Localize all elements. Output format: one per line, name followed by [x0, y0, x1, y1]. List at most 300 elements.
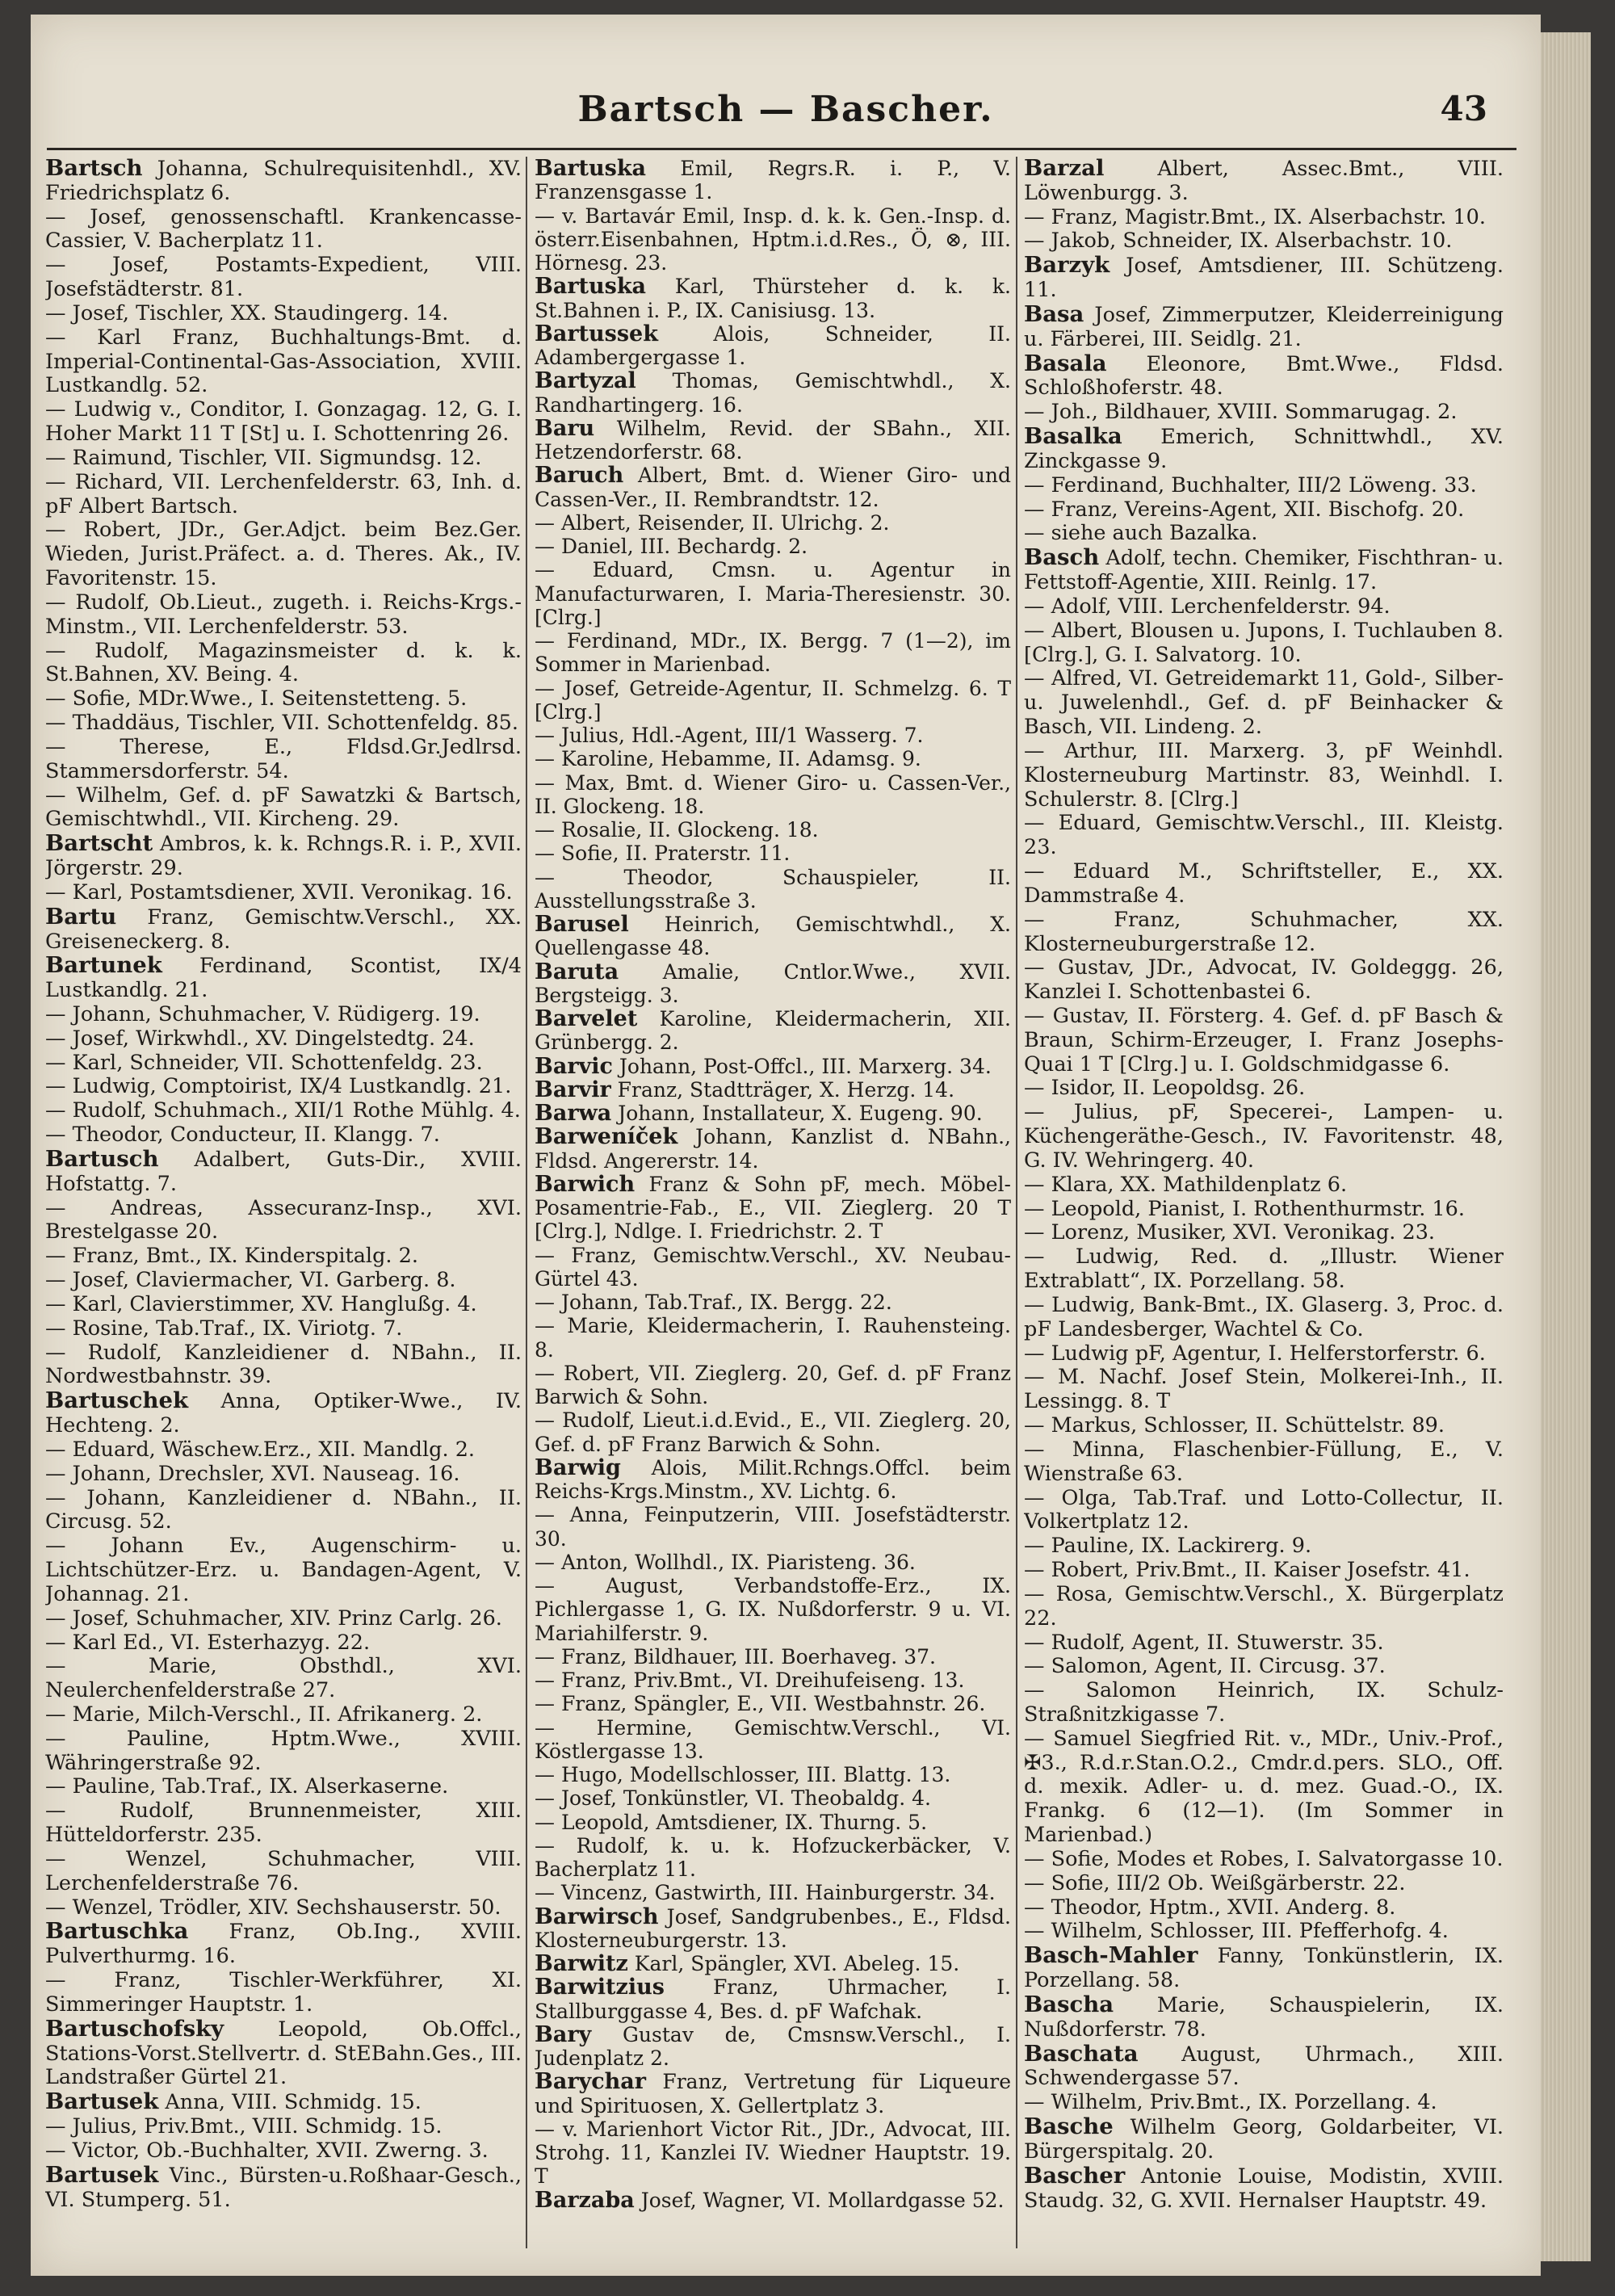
entry-text: — Josef, Claviermacher, VI. Garberg. 8.	[45, 1268, 456, 1293]
directory-entry	[1024, 1487, 1504, 1535]
entry-text: Ambros, k. k. Rchngs.R. i. P., XVII. Jörgerstr. 29.	[45, 832, 522, 881]
page-header	[31, 89, 1541, 153]
directory-entry	[45, 1317, 522, 1341]
entry-surname: Bartuska	[535, 274, 647, 300]
entry-text: — Joh., Bildhauer, XVIII. Sommarugag. 2.	[1024, 400, 1458, 425]
entry-text: — Hugo, Modellschlosser, III. Blattg. 13.	[535, 1763, 951, 1786]
page-number: 43	[1440, 89, 1487, 128]
entry-text: — Robert, VII. Zieglerg. 20, Gef. d. pF Franz Barwich & Sohn.	[535, 1361, 1011, 1408]
directory-entry	[1024, 909, 1504, 957]
entry-surname: Basch-Mahler	[1024, 1942, 1198, 1969]
directory-entry	[45, 1027, 522, 1051]
entry-surname: Bartscht	[45, 830, 153, 857]
directory-entry	[45, 518, 522, 590]
column-divider	[1016, 157, 1017, 2248]
entry-text: — Karl, Clavierstimmer, XV. Hanglußg. 4.	[45, 1291, 477, 1316]
entry-surname: Baru	[535, 415, 595, 441]
entry-text: — Isidor, II. Leopoldsg. 26.	[1024, 1076, 1306, 1101]
entry-text: — Hermine, Gemischtw.Verschl., VI. Köstlergasse 13.	[535, 1715, 1011, 1763]
directory-entry	[45, 1123, 522, 1148]
entry-text: Eleonore, Bmt.Wwe., Fldsd. Schloßhoferstr. 48.	[1024, 351, 1504, 401]
directory-entry	[45, 1727, 522, 1776]
entry-text: — Lorenz, Musiker, XVI. Veronikag. 23.	[1024, 1220, 1436, 1245]
page-title: Bartsch — Bascher.	[577, 89, 994, 130]
entry-text: — Wenzel, Schuhmacher, VIII. Lerchenfelderstraße 76.	[45, 1846, 522, 1895]
directory-entry	[45, 640, 522, 688]
directory-entry	[535, 1786, 1011, 1810]
entry-text: Amalie, Cntlor.Wwe., XVII. Bergsteigg. 3.	[535, 959, 1011, 1007]
directory-entry	[1024, 352, 1504, 401]
directory-entry	[535, 1716, 1011, 1764]
entry-text: — Wilhelm, Gef. d. pF Sawatzki & Bartsch, Gemischtwhdl., VII. Kircheng. 29.	[45, 783, 522, 832]
entry-text: Adalbert, Guts-Dir., XVIII. Hofstattg. 7.	[45, 1147, 522, 1196]
entry-text: — Julius, Hdl.-Agent, III/1 Wasserg. 7.	[535, 724, 924, 747]
directory-entry	[535, 771, 1011, 819]
directory-entry	[45, 1293, 522, 1317]
entry-surname: Barwitzius	[535, 1975, 665, 2000]
directory-entry	[45, 736, 522, 784]
entry-text: — Rudolf, Kanzleidiener d. NBahn., II. Nordwestbahnstr. 39.	[45, 1340, 522, 1389]
directory-entry	[535, 866, 1011, 913]
directory-entry	[1024, 1920, 1504, 1944]
entry-text: Ferdinand, Scontist, IX/4 Lustkandlg. 21.	[45, 954, 522, 1003]
entry-text: — Franz, Magistr.Bmt., IX. Alserbachstr. 10.	[1024, 204, 1486, 229]
entry-text: — Olga, Tab.Traf. und Lotto-Collectur, II. Volkertplatz 12.	[1024, 1485, 1504, 1534]
directory-entry	[1024, 1655, 1504, 1679]
entry-surname: Baruch	[535, 463, 624, 489]
entry-text: — M. Nachf. Josef Stein, Molkerei-Inh., II. Lessingg. 8. T	[1024, 1365, 1504, 1414]
entry-text: — Rudolf, Brunnenmeister, XIII. Hütteldorferstr. 235.	[45, 1799, 522, 1848]
directory-entry	[535, 464, 1011, 511]
column-2	[535, 157, 1011, 2248]
entry-surname: Bascher	[1024, 2162, 1126, 2189]
directory-entry	[1024, 595, 1504, 619]
directory-entry	[1024, 1294, 1504, 1342]
directory-entry	[45, 2115, 522, 2139]
entry-text: Karoline, Kleidermacherin, XII. Grünbergg. 2.	[535, 1007, 1011, 1055]
entry-text: — Daniel, III. Bechardg. 2.	[535, 535, 808, 558]
directory-entry	[1024, 1559, 1504, 1583]
entry-text: — Julius, pF, Specerei-, Lampen- u. Küchengeräthe-Gesch., IV. Favoritenstr. 48, G. IV. Wehringerg. 40.	[1024, 1100, 1504, 1173]
entry-surname: Barvir	[535, 1077, 611, 1102]
directory-entry	[1024, 229, 1504, 254]
entry-surname: Basch	[1024, 544, 1100, 571]
directory-entry	[1024, 667, 1504, 739]
directory-entry	[535, 1173, 1011, 1244]
entry-text: — Rudolf, Lieut.i.d.Evid., E., VII. Zieglerg. 20, Gef. d. pF Franz Barwich & Sohn.	[535, 1408, 1011, 1456]
entry-text: — Klara, XX. Mathildenplatz 6.	[1024, 1172, 1348, 1197]
directory-entry	[535, 1007, 1011, 1055]
directory-entry	[535, 1811, 1011, 1834]
entry-text: Franz, Ob.Ing., XVIII. Pulverthurmg. 16.	[45, 1920, 522, 1969]
entry-surname: Baschata	[1024, 2040, 1139, 2067]
entry-surname: Barzyk	[1024, 252, 1110, 279]
directory-entry	[535, 747, 1011, 770]
directory-entry	[1024, 1438, 1504, 1487]
directory-entry	[1024, 1221, 1504, 1245]
entry-text: — Richard, VII. Lerchenfelderstr. 63, Inh. d. pF Albert Bartsch.	[45, 469, 522, 518]
directory-entry	[1024, 157, 1504, 206]
entry-text: — Johann, Tab.Traf., IX. Bergg. 22.	[535, 1291, 892, 1314]
entry-text: — Ludwig, Red. d. „Illustr. Wiener Extrablatt“, IX. Porzellang. 58.	[1024, 1245, 1504, 1294]
entry-text: — v. Marienhort Victor Rit., JDr., Advocat, III. Strohg. 11, Kanzlei IV. Wiedner Hauptstr. 19. T	[535, 2117, 1011, 2189]
entry-surname: Barzal	[1024, 157, 1105, 181]
entry-text: — Josef, Postamts-Expedient, VIII. Josefstädterstr. 81.	[45, 253, 522, 302]
entry-surname: Bartuska	[535, 157, 647, 181]
entry-surname: Bartusek	[45, 2161, 159, 2188]
entry-text: — August, Verbandstoffe-Erz., IX. Pichlergasse 1, G. IX. Nußdorferstr. 9 u. VI. Mariahilferstr. 9.	[535, 1574, 1011, 1645]
entry-text: — Wenzel, Trödler, XIV. Sechshauserstr. 50.	[45, 1895, 501, 1920]
directory-entry	[1024, 860, 1504, 909]
directory-entry	[45, 157, 522, 206]
directory-entry	[45, 1703, 522, 1727]
entry-text: — Ferdinand, MDr., IX. Bergg. 7 (1—2), im Sommer in Marienbad.	[535, 629, 1011, 677]
directory-entry	[535, 2023, 1011, 2071]
directory-entry	[535, 1125, 1011, 1173]
entry-text: Anna, VIII. Schmidg. 15.	[158, 2090, 422, 2115]
directory-entry	[535, 1668, 1011, 1692]
directory-entry	[1024, 254, 1504, 303]
entry-text: — Ferdinand, Buchhalter, III/2 Löweng. 33.	[1024, 472, 1477, 497]
entry-text: Alois, Schneider, II. Adambergergasse 1.	[535, 321, 1011, 369]
directory-entry	[535, 417, 1011, 464]
directory-entry	[535, 558, 1011, 629]
directory-entry	[45, 954, 522, 1003]
directory-entry	[45, 1269, 522, 1293]
entry-surname: Bartunek	[45, 952, 162, 979]
directory-entry	[1024, 1679, 1504, 1727]
directory-entry	[45, 1051, 522, 1076]
column-divider	[526, 157, 527, 2248]
entry-text: — Arthur, III. Marxerg. 3, pF Weinhdl. Klosterneuburg Martinstr. 83, Weinhdl. I. Schulerstr. 8. [Clrg.]	[1024, 738, 1504, 812]
entry-text: — Franz, Spängler, E., VII. Westbahnstr. 26.	[535, 1692, 986, 1716]
entry-text: — Pauline, Hptm.Wwe., XVIII. Währingerstraße 92.	[45, 1726, 522, 1775]
directory-entry	[45, 447, 522, 471]
directory-entry	[45, 2161, 522, 2213]
directory-entry	[535, 511, 1011, 535]
entry-text: — Gustav, JDr., Advocat, IV. Goldeggg. 26, Kanzlei I. Schottenbastei 6.	[1024, 955, 1504, 1005]
entry-surname: Bartusek	[45, 2088, 159, 2115]
entry-text: Vinc., Bürsten-u.Roßhaar-Gesch., VI. Stumperg. 51.	[45, 2163, 522, 2212]
directory-entry	[535, 1078, 1011, 1102]
entry-text: — Ludwig, Comptoirist, IX/4 Lustkandlg. 21.	[45, 1074, 512, 1099]
directory-entry	[1024, 2091, 1504, 2115]
entry-text: Franz & Sohn pF, mech. Möbel-Posamentrie-Fab., E., VII. Zieglerg. 20 T [Clrg.], Ndlge. I. Friedrichstr. 2. T	[535, 1172, 1011, 1244]
directory-entry	[535, 1456, 1011, 1504]
directory-entry	[45, 1896, 522, 1920]
directory-entry	[535, 2118, 1011, 2189]
entry-text: — Markus, Schlosser, II. Schüttelstr. 89.	[1024, 1413, 1445, 1438]
entry-text: — Marie, Kleidermacherin, I. Rauhensteing. 8.	[535, 1314, 1011, 1362]
directory-page	[31, 15, 1541, 2276]
directory-entry	[535, 1408, 1011, 1456]
entry-text: Johanna, Schulrequisitenhdl., XV. Friedrichsplatz 6.	[45, 157, 522, 205]
entry-text: — Ludwig, Bank-Bmt., IX. Glaserg. 3, Proc. d. pF Landesberger, Wachtel & Co.	[1024, 1292, 1504, 1341]
entry-text: Emil, Regrs.R. i. P., V. Franzensgasse 1.	[535, 157, 1011, 204]
entry-text: — Rudolf, Schuhmach., XII/1 Rothe Mühlg. 4.	[45, 1098, 521, 1123]
entry-surname: Bartuschek	[45, 1387, 189, 1414]
entry-text: — Karl, Schneider, VII. Schottenfeldg. 23.	[45, 1050, 483, 1075]
entry-text: — Rosa, Gemischtw.Verschl., X. Bürgerplatz 22.	[1024, 1581, 1504, 1631]
entry-text: — Theodor, Conducteur, II. Klangg. 7.	[45, 1123, 440, 1148]
entry-surname: Bartu	[45, 903, 117, 930]
directory-entry	[1024, 1005, 1504, 1077]
entry-text: Emerich, Schnittwhdl., XV. Zinckgasse 9.	[1024, 425, 1504, 473]
directory-entry	[1024, 1872, 1504, 1896]
directory-entry	[535, 1314, 1011, 1362]
entry-surname: Bartusch	[45, 1145, 159, 1172]
entry-surname: Barwirsch	[535, 1904, 659, 1929]
entry-text: — Karoline, Hebamme, II. Adamsg. 9.	[535, 747, 921, 771]
directory-entry	[45, 687, 522, 711]
directory-entry	[535, 204, 1011, 275]
entry-text: — Samuel Siegfried Rit. v., MDr., Univ.-Prof., ✠3., R.d.r.Stan.O.2., Cmdr.d.pers. SLO., Off. d. mexik. Adler- u. d. mez. Guad.-O., IX. Frankg. 6 (12—1). (Im Sommer in Marienbad.)	[1024, 1726, 1504, 1848]
directory-entry	[1024, 812, 1504, 860]
directory-entry	[45, 2139, 522, 2164]
entry-text: — Franz, Bmt., IX. Kinderspitalg. 2.	[45, 1244, 418, 1269]
directory-entry	[1024, 619, 1504, 668]
entry-text: Marie, Schauspielerin, IX. Nußdorferstr. 78.	[1024, 1992, 1504, 2042]
entry-surname: Bartsch	[45, 157, 143, 181]
entry-text: — v. Bartavár Emil, Insp. d. k. k. Gen.-Insp. d. österr.Eisenbahnen, Hptm.i.d.Res., Ö, ⊗, III. Hörnesg. 23.	[535, 204, 1011, 275]
entry-text: Albert, Bmt. d. Wiener Giro- und Cassen-Ver., II. Rembrandtstr. 12.	[535, 464, 1011, 511]
directory-entry	[535, 1574, 1011, 1645]
directory-entry	[535, 2189, 1011, 2212]
directory-entry	[1024, 1245, 1504, 1294]
entry-surname: Barweníček	[535, 1124, 678, 1150]
directory-entry	[45, 591, 522, 640]
entry-text: Heinrich, Gemischtwhdl., X. Quellengasse 48.	[535, 913, 1011, 960]
entry-text: — Alfred, VI. Getreidemarkt 11, Gold-, Silber- u. Juwelenhdl., Gef. d. pF Beinhacker & Basch, VII. Lindeng. 2.	[1024, 666, 1504, 740]
entry-text: Johann, Kanzlist d. NBahn., Fldsd. Angererstr. 14.	[535, 1125, 1011, 1173]
directory-entry	[45, 784, 522, 833]
entry-text: — Karl Franz, Buchhaltungs-Bmt. d. Imperial-Continental-Gas-Association, XVIII. Lustkandlg. 52.	[45, 325, 522, 398]
directory-entry	[535, 1975, 1011, 2023]
entry-surname: Basche	[1024, 2113, 1114, 2140]
directory-entry	[535, 1834, 1011, 1882]
directory-entry	[1024, 740, 1504, 812]
directory-entry	[535, 1102, 1011, 1125]
directory-entry	[45, 1003, 522, 1027]
entry-text: — Josef, genossenschaftl. Krankencasse-Cassier, V. Bacherplatz 11.	[45, 204, 522, 254]
entry-surname: Bascha	[1024, 1991, 1114, 2017]
entry-text: — Josef, Getreide-Agentur, II. Schmelzg. 6. T [Clrg.]	[535, 676, 1011, 724]
entry-text: — Ludwig v., Conditor, I. Gonzagag. 12, G. I. Hoher Markt 11 T [St] u. I. Schottenring 26.	[45, 397, 522, 447]
directory-entry	[535, 629, 1011, 677]
entry-text: — Rudolf, Agent, II. Stuwerstr. 35.	[1024, 1630, 1384, 1655]
directory-entry	[1024, 1342, 1504, 1366]
directory-entry	[45, 398, 522, 447]
directory-entry	[1024, 206, 1504, 230]
entry-text: — Wilhelm, Schlosser, III. Pfefferhofg. 4.	[1024, 1919, 1449, 1944]
directory-entry	[535, 1952, 1011, 1975]
directory-entry	[535, 1244, 1011, 1291]
entry-text: — Raimund, Tischler, VII. Sigmundsg. 12.	[45, 445, 482, 470]
entry-text: — Gustav, II. Försterg. 4. Gef. d. pF Basch & Braun, Schirm-Erzeuger, I. Franz Josephs-Quai 1 T [Clrg.] u. I. Goldschmidgasse 6.	[1024, 1003, 1504, 1077]
entry-text: — Sofie, MDr.Wwe., I. Seitenstetteng. 5.	[45, 686, 468, 711]
directory-entry	[45, 2090, 522, 2115]
entry-text: — Marie, Milch-Verschl., II. Afrikanerg. 2.	[45, 1702, 483, 1727]
directory-entry	[1024, 1727, 1504, 1848]
directory-entry	[535, 913, 1011, 960]
directory-entry	[1024, 1583, 1504, 1631]
entry-surname: Bartussek	[535, 321, 658, 346]
entry-text: — Franz, Priv.Bmt., VI. Dreihufeiseng. 13.	[535, 1668, 965, 1692]
directory-entry	[45, 905, 522, 955]
entry-text: — Eduard M., Schriftsteller, E., XX. Dammstraße 4.	[1024, 859, 1504, 908]
entry-text: — Johann, Schuhmacher, V. Rüdigerg. 19.	[45, 1001, 480, 1026]
directory-entry	[1024, 522, 1504, 546]
entry-text: — Rosalie, II. Glockeng. 18.	[535, 818, 819, 842]
entry-text: — Josef, Tonkünstler, VI. Theobaldg. 4.	[535, 1786, 932, 1811]
entry-text: — Josef, Tischler, XX. Staudingerg. 14.	[45, 300, 449, 325]
directory-entry	[535, 1763, 1011, 1786]
entry-text: — Thaddäus, Tischler, VII. Schottenfeldg. 85.	[45, 711, 519, 736]
directory-entry	[1024, 1173, 1504, 1198]
entry-text: Anna, Optiker-Wwe., IV. Hechteng. 2.	[45, 1389, 522, 1438]
directory-entry	[535, 322, 1011, 370]
entry-text: — Therese, E., Fldsd.Gr.Jedlrsd. Stammersdorferstr. 54.	[45, 734, 522, 783]
directory-entry	[45, 711, 522, 736]
entry-text: — Victor, Ob.-Buchhalter, XVII. Zwerng. 3.	[45, 2138, 489, 2163]
entry-text: — Jakob, Schneider, IX. Alserbachstr. 10.	[1024, 229, 1453, 254]
directory-entry	[45, 1463, 522, 1487]
directory-entry	[1024, 1414, 1504, 1438]
entry-text: — Adolf, VIII. Lerchenfelderstr. 94.	[1024, 594, 1391, 619]
entry-text: Wilhelm Georg, Goldarbeiter, VI. Bürgerspitalg. 20.	[1024, 2115, 1504, 2164]
entry-text: — Anna, Feinputzerin, VIII. Josefstädterstr. 30.	[535, 1503, 1011, 1551]
directory-entry	[535, 535, 1011, 558]
entry-text: — Marie, Obsthdl., XVI. Neulerchenfelderstraße 27.	[45, 1654, 522, 1703]
entry-text: — Sofie, III/2 Ob. Weißgärberstr. 22.	[1024, 1870, 1406, 1895]
entry-surname: Bartyzal	[535, 368, 636, 394]
entry-text: Josef, Wagner, VI. Mollardgasse 52.	[634, 2188, 1005, 2212]
entry-text: Adolf, techn. Chemiker, Fischthran- u. Fettstoff-Agentie, XIII. Reinlg. 17.	[1024, 546, 1504, 595]
directory-entry	[1024, 498, 1504, 523]
book-page-edge	[1541, 32, 1591, 2261]
directory-entry	[45, 254, 522, 302]
entry-text: — Wilhelm, Priv.Bmt., IX. Porzellang. 4.	[1024, 2090, 1437, 2115]
directory-entry	[535, 842, 1011, 865]
entry-text: — Sofie, Modes et Robes, I. Salvatorgasse 10.	[1024, 1846, 1504, 1871]
directory-entry	[1024, 956, 1504, 1005]
entry-text: — Vincenz, Gastwirth, III. Hainburgerstr. 34.	[535, 1881, 996, 1905]
directory-entry	[45, 326, 522, 398]
directory-entry	[45, 1607, 522, 1631]
directory-entry	[45, 1775, 522, 1799]
directory-entry	[45, 206, 522, 254]
directory-entry	[45, 1487, 522, 1535]
directory-entry	[535, 1645, 1011, 1668]
entry-text: — Salomon Heinrich, IX. Schulz-Straßnitzkigasse 7.	[1024, 1678, 1504, 1727]
entry-text: Alois, Milit.Rchngs.Offcl. beim Reichs-Krgs.Minstm., XV. Lichtg. 6.	[535, 1455, 1011, 1503]
directory-entry	[45, 1341, 522, 1390]
entry-text: — Theodor, Schauspieler, II. Ausstellungsstraße 3.	[535, 865, 1011, 913]
entry-surname: Basa	[1024, 300, 1084, 327]
entry-text: — Pauline, IX. Lackirerg. 9.	[1024, 1534, 1312, 1559]
directory-entry	[45, 1655, 522, 1703]
directory-entry	[1024, 425, 1504, 474]
entry-surname: Barzaba	[535, 2187, 635, 2213]
entry-text: — Franz, Vereins-Agent, XII. Bischofg. 20.	[1024, 497, 1465, 522]
entry-surname: Barwig	[535, 1454, 621, 1480]
directory-entry	[1024, 1944, 1504, 1993]
directory-entry	[1024, 1366, 1504, 1414]
entry-text: Karl, Thürsteher d. k. k. St.Bahnen i. P., IX. Canisiusg. 13.	[535, 275, 1011, 322]
directory-entry	[535, 818, 1011, 842]
directory-entry	[1024, 1077, 1504, 1101]
directory-entry	[535, 1881, 1011, 1904]
directory-entry	[45, 1631, 522, 1656]
directory-entry	[45, 1848, 522, 1896]
entry-surname: Barwa	[535, 1101, 612, 1126]
entry-text: — Rudolf, Magazinsmeister d. k. k. St.Bahnen, XV. Being. 4.	[45, 638, 522, 687]
entry-text: — Max, Bmt. d. Wiener Giro- u. Cassen-Ver., II. Glockeng. 18.	[535, 770, 1011, 818]
directory-entry	[535, 1692, 1011, 1715]
directory-entry	[1024, 300, 1504, 352]
directory-entry	[45, 1920, 522, 1969]
entry-text: Antonie Louise, Modistin, XVIII. Staudg. 32, G. XVII. Hernalser Hauptstr. 49.	[1024, 2164, 1504, 2213]
directory-entry	[535, 677, 1011, 724]
directory-entry	[535, 157, 1011, 204]
directory-entry	[535, 1291, 1011, 1314]
directory-entry	[45, 471, 522, 519]
directory-entry	[45, 1438, 522, 1463]
directory-entry	[45, 881, 522, 905]
entry-text: Karl, Spängler, XVI. Abeleg. 15.	[627, 1952, 960, 1975]
entry-text: — Johann Ev., Augenschirm- u. Lichtschützer-Erz. u. Bandagen-Agent, V. Johannag. 21.	[45, 1534, 522, 1606]
directory-entry	[1024, 1631, 1504, 1656]
directory-entry	[535, 960, 1011, 1008]
entry-surname: Basalka	[1024, 423, 1122, 450]
entry-text: — Anton, Wollhdl., IX. Piaristeng. 36.	[535, 1550, 916, 1574]
directory-entry	[1024, 1534, 1504, 1559]
directory-entry	[1024, 401, 1504, 425]
directory-entry	[535, 275, 1011, 322]
directory-entry	[1024, 546, 1504, 595]
entry-text: — Rosine, Tab.Traf., IX. Viriotg. 7.	[45, 1316, 403, 1341]
entry-text: Leopold, Ob.Offcl., Stations-Vorst.Stellvertr. d. StEBahn.Ges., III. Landstraßer Gürtel 21.	[45, 2017, 522, 2090]
entry-text: — Albert, Blousen u. Jupons, I. Tuchlauben 8. [Clrg.], G. I. Salvatorg. 10.	[1024, 618, 1504, 667]
entry-text: — Johann, Drechsler, XVI. Nauseag. 16.	[45, 1461, 460, 1486]
entry-surname: Barwich	[535, 1171, 636, 1197]
directory-entry	[1024, 2042, 1504, 2092]
entry-text: — Sofie, II. Praterstr. 11.	[535, 842, 791, 866]
entry-surname: Barusel	[535, 912, 629, 937]
directory-entry	[1024, 474, 1504, 498]
entry-text: — Pauline, Tab.Traf., IX. Alserkaserne.	[45, 1774, 449, 1799]
entry-surname: Bartuschka	[45, 1918, 189, 1945]
entry-text: — Leopold, Pianist, I. Rothenthurmstr. 16.	[1024, 1196, 1465, 1221]
entry-surname: Barvic	[535, 1053, 613, 1079]
entry-text: — Karl Ed., VI. Esterhazyg. 22.	[45, 1630, 371, 1655]
entry-text: Fanny, Tonkünstlerin, IX. Porzellang. 58.	[1024, 1944, 1504, 1993]
entry-text: — Salomon, Agent, II. Circusg. 37.	[1024, 1654, 1386, 1679]
entry-text: — Robert, JDr., Ger.Adjct. beim Bez.Ger. Wieden, Jurist.Präfect. a. d. Theres. Ak., IV. Favoritenstr. 15.	[45, 518, 522, 591]
directory-entry	[535, 724, 1011, 747]
entry-text: — Rudolf, Ob.Lieut., zugeth. i. Reichs-Krgs.-Minstm., VII. Lerchenfelderstr. 53.	[45, 590, 522, 639]
entry-text: — Franz, Schuhmacher, XX. Klosterneuburgerstraße 12.	[1024, 907, 1504, 956]
directory-entry	[1024, 1198, 1504, 1222]
entry-text: — siehe auch Bazalka.	[1024, 521, 1258, 546]
directory-entry	[535, 369, 1011, 417]
entry-text: Josef, Sandgrubenbes., E., Fldsd. Klosterneuburgerstr. 13.	[535, 1904, 1011, 1952]
entry-text: Gustav de, Cmsnsw.Verschl., I. Judenplatz 2.	[535, 2022, 1011, 2070]
entry-text: Franz, Gemischtw.Verschl., XX. Greiseneckerg. 8.	[45, 905, 522, 954]
directory-entry	[1024, 1848, 1504, 1872]
header-rule	[47, 148, 1516, 150]
entry-text: — Theodor, Hptm., XVII. Anderg. 8.	[1024, 1895, 1396, 1920]
